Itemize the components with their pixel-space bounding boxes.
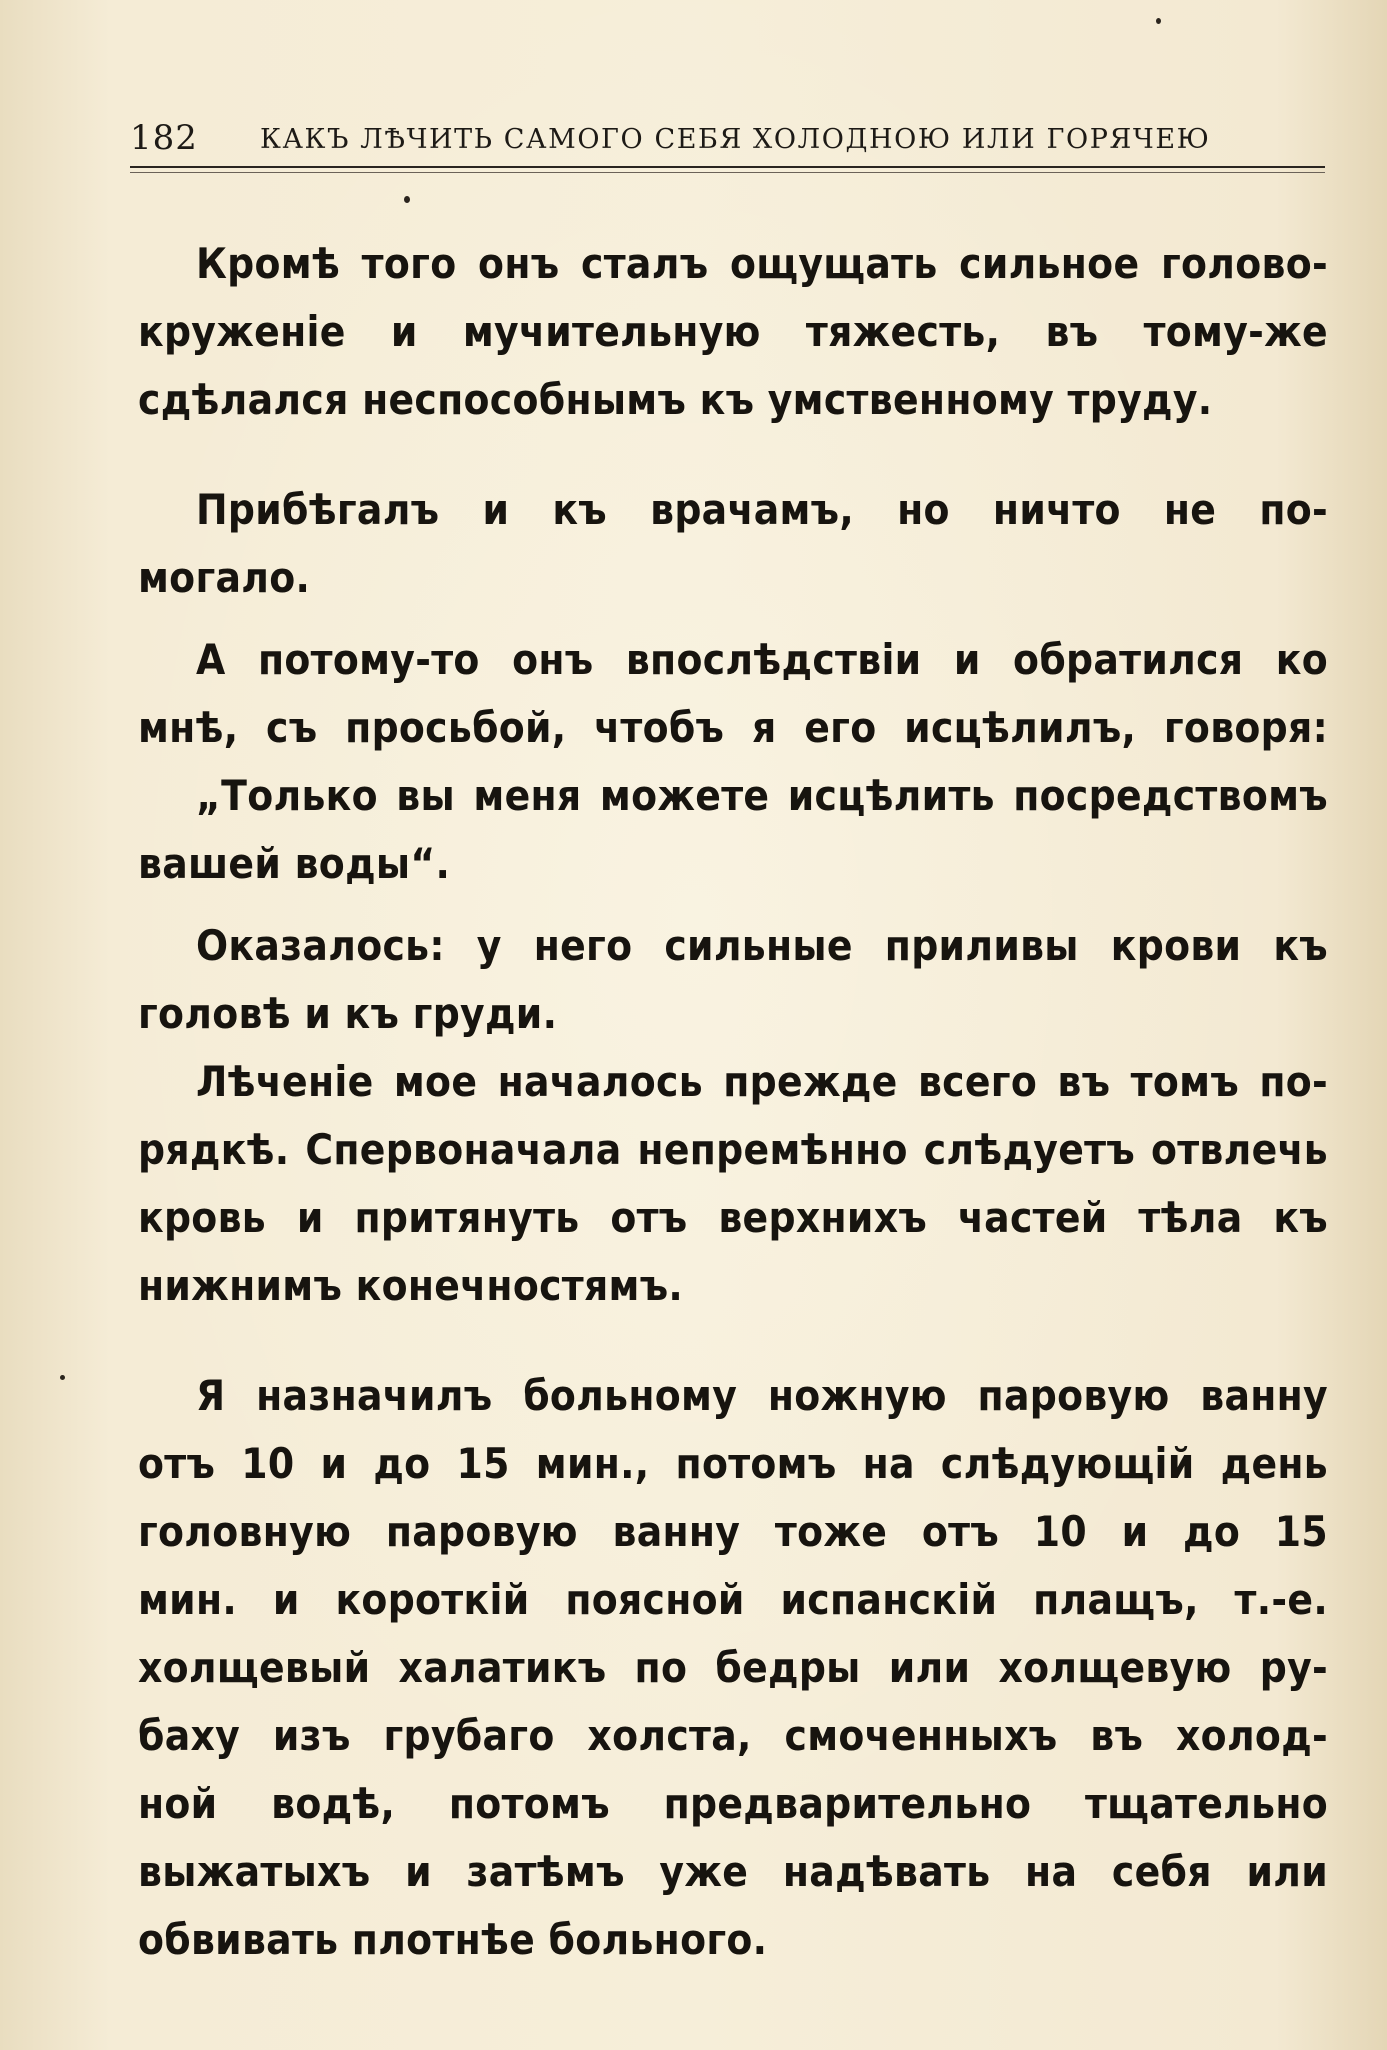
text-line: вашей воды“. — [138, 839, 451, 888]
text-line: головѣ и къ груди. — [138, 989, 558, 1038]
paragraph — [138, 762, 1328, 898]
text-line: головную паровую ванну тоже отъ 10 и до 15 — [138, 1507, 1328, 1556]
text-line: мин. и короткій поясной испанскій плащъ, т.-е. — [138, 1575, 1328, 1624]
text-line: Я назначилъ больному ножную паровую ванну — [196, 1371, 1328, 1420]
paragraph-gap — [138, 898, 1328, 912]
ink-speck — [60, 1375, 65, 1380]
header-rule — [130, 166, 1325, 168]
text-line: обвивать плотнѣе больного. — [138, 1915, 768, 1964]
text-line: А потому-то онъ впослѣдствіи и обратился ко — [196, 635, 1328, 684]
text-line: выжатыхъ и затѣмъ уже надѣвать на себя или — [138, 1847, 1328, 1896]
body-text — [138, 230, 1328, 1974]
paragraph-gap — [138, 1320, 1328, 1362]
page-header — [130, 110, 1330, 168]
paragraph — [138, 1362, 1328, 1974]
text-line: мнѣ, съ просьбой, чтобъ я его исцѣлилъ, говоря: — [138, 703, 1328, 752]
paragraph — [138, 230, 1328, 434]
text-line: холщевый халатикъ по бедры или холщевую ру- — [138, 1643, 1328, 1692]
text-line: отъ 10 и до 15 мин., потомъ на слѣдующій день — [138, 1439, 1328, 1488]
paragraph-gap — [138, 434, 1328, 476]
paragraph — [138, 912, 1328, 1048]
text-line: Лѣченіе мое началось прежде всего въ томъ по- — [196, 1057, 1328, 1106]
paragraph — [138, 626, 1328, 762]
text-line: кровь и притянуть отъ верхнихъ частей тѣла къ — [138, 1193, 1328, 1242]
text-line: Прибѣгалъ и къ врачамъ, но ничто не по- — [196, 485, 1328, 534]
ink-speck — [404, 196, 410, 203]
text-line: „Только вы меня можете исцѣлить посредствомъ — [196, 771, 1328, 820]
page-number: 182 — [130, 118, 198, 158]
text-line: нижнимъ конечностямъ. — [138, 1261, 684, 1310]
ink-speck — [1156, 18, 1161, 24]
text-line: могало. — [138, 553, 311, 602]
text-line: Кромѣ того онъ сталъ ощущать сильное голово- — [196, 239, 1328, 288]
text-line: рядкѣ. Спервоначала непремѣнно слѣдуетъ отвлечь — [138, 1125, 1328, 1174]
header-rule-thin — [130, 172, 1325, 173]
text-line: круженіе и мучительную тяжесть, въ тому-же — [138, 307, 1328, 356]
text-line: сдѣлался неспособнымъ къ умственному труду. — [138, 375, 1213, 424]
paragraph — [138, 476, 1328, 612]
paragraph-gap — [138, 612, 1328, 626]
running-title: КАКЪ ЛѢЧИТЬ САМОГО СЕБЯ ХОЛОДНОЮ ИЛИ ГОРЯЧЕЮ — [260, 124, 1211, 155]
text-line: баху изъ грубаго холста, смоченныхъ въ холод- — [138, 1711, 1328, 1760]
paragraph — [138, 1048, 1328, 1320]
text-line: Оказалось: у него сильные приливы крови къ — [196, 921, 1328, 970]
text-line: ной водѣ, потомъ предварительно тщательно — [138, 1779, 1328, 1828]
